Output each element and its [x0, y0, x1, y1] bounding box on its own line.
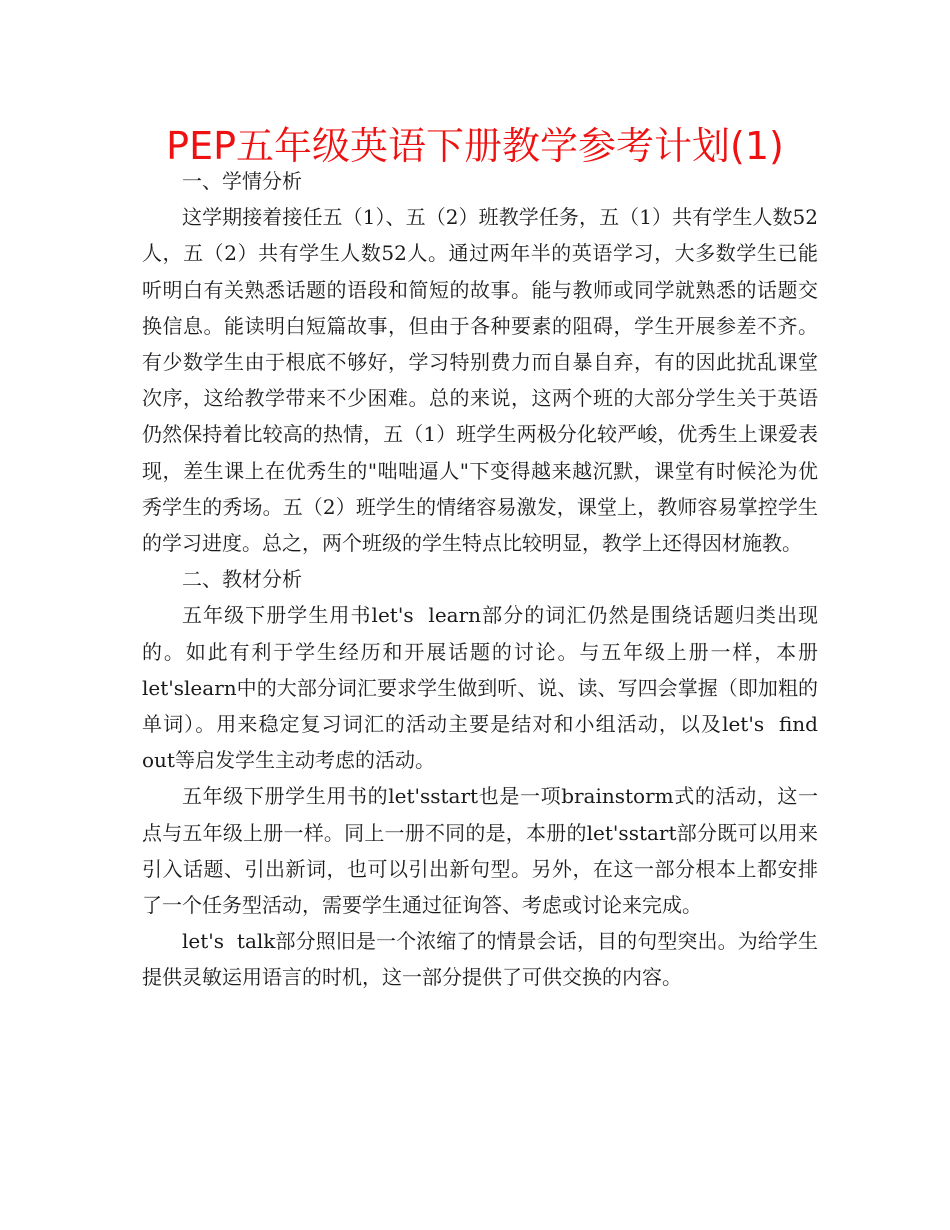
paragraph-lets-learn: 五年级下册学生用书let's learn部分的词汇仍然是围绕话题归类出现的。如此有利于学生经历和开展话题的讨论。与五年级上册一样，本册let'slearn中的大部分词汇要求学生做到听、说、读、写四会掌握（即加粗的单词）。用来稳定复习词汇的活动主要是结对和小组活动，以及let's find out等启发学生主动考虑的活动。 [142, 603, 831, 773]
paragraph-learning-analysis: 这学期接着接任五（1）、五（2）班教学任务，五（1）共有学生人数52人，五（2）共有学生人数52人。通过两年半的英语学习，大多数学生已能听明白有关熟悉话题的语段和简短的故事。能与教师或同学就熟悉的话题交换信息。能读明白短篇故事，但由于各种要素的阻碍，学生开展参差不齐。有少数学生由于根底不够好，学习特别费力而自暴自弃，有的因此扰乱课堂次序，这给教学带来不少困难。总的来说，这两个班的大部分学生关于英语仍然保持着比较高的热情，五（1）班学生两极分化较严峻，优秀生上课爱表现，差生课上在优秀生的"咄咄逼人"下变得越来越沉默，课堂有时候沦为优秀学生的秀场。五（2）班学生的情绪容易激发，课堂上，教师容易掌控学生的学习进度。总之，两个班级的学生特点比较明显，教学上还得因材施教。 [142, 205, 818, 556]
document-title: PEP五年级英语下册教学参考计划(1) [166, 124, 784, 168]
document-body [142, 163, 831, 996]
section-heading-textbook-analysis: 二、教材分析 [182, 567, 302, 592]
paragraph-lets-talk: let's talk部分照旧是一个浓缩了的情景会话，目的句型突出。为给学生提供灵敏运用语言的时机，这一部分提供了可供交换的内容。 [142, 929, 818, 990]
paragraph-lets-start: 五年级下册学生用书的let'sstart也是一项brainstorm式的活动，这一点与五年级上册一样。同上一册不同的是，本册的let'sstart部分既可以用来引入话题、引出新词，也可以引出新句型。另外，在这一部分根本上都安排了一个任务型活动，需要学生通过征询答、考虑或讨论来完成。 [142, 784, 818, 918]
section-heading-learning-analysis: 一、学情分析 [182, 169, 302, 193]
